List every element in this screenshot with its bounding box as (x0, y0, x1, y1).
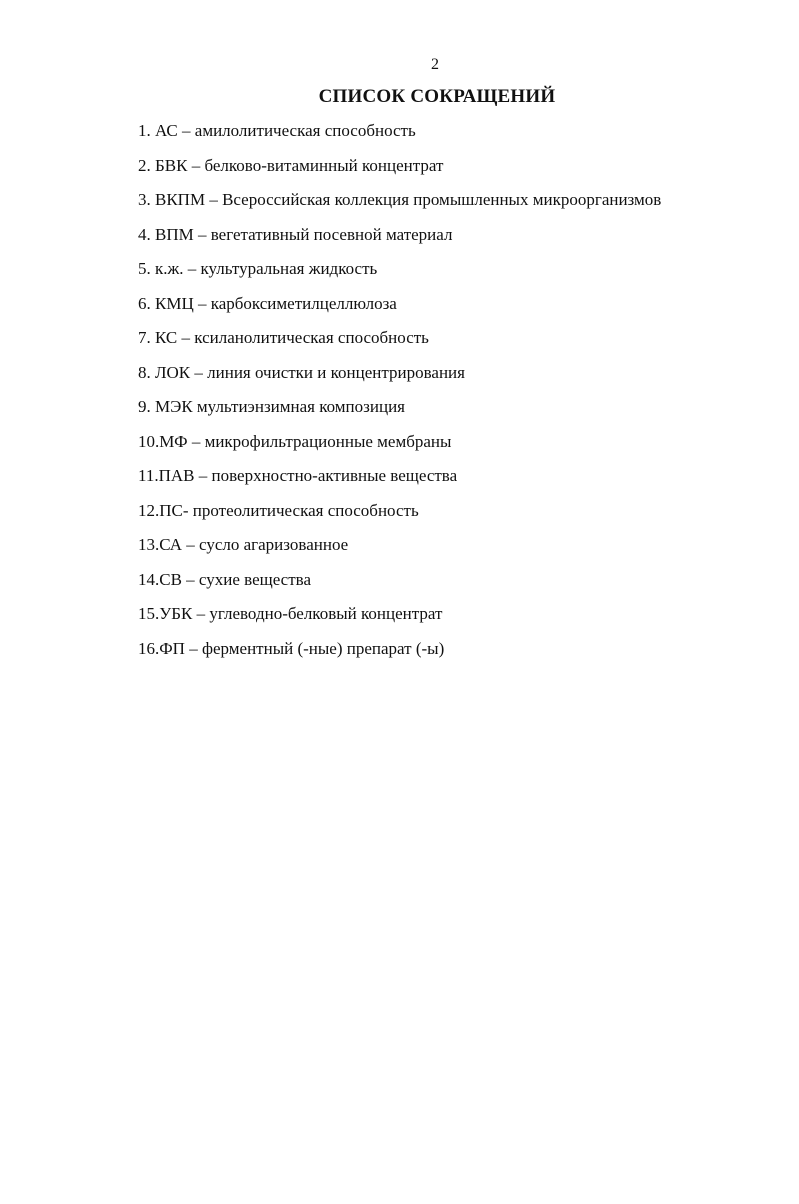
abbreviation-text: 3. ВКПМ – Всероссийская коллекция промышленных микроорганизмов (138, 190, 662, 209)
list-item (138, 152, 661, 187)
list-item (138, 497, 661, 532)
abbreviation-text: 6. КМЦ – карбоксиметилцеллюлоза (138, 293, 397, 313)
list-item (138, 324, 661, 359)
list-item (138, 221, 661, 256)
abbreviation-text: 15.УБК – углеводно-белковый концентрат (138, 604, 443, 623)
list-item (138, 186, 661, 221)
page-number: 2 (431, 56, 439, 73)
abbreviation-text: 2. БВК – белково-витаминный концентрат (138, 155, 444, 175)
list-item (138, 566, 661, 601)
abbreviation-text: 8. ЛОК – линия очистки и концентрирования (138, 362, 465, 382)
abbreviation-text: 16.ФП – ферментный (-ные) препарат (-ы) (138, 638, 445, 658)
list-item (138, 600, 661, 635)
list-item (138, 531, 661, 566)
abbreviation-text: 5. к.ж. – культуральная жидкость (138, 259, 378, 278)
abbreviation-text: 9. МЭК мультиэнзимная композиция (138, 397, 405, 416)
list-item (138, 393, 661, 428)
list-item (138, 255, 661, 290)
abbreviation-text: 11.ПАВ – поверхностно-активные вещества (138, 466, 458, 485)
abbreviation-text: 14.СВ – сухие вещества (138, 569, 311, 589)
abbreviation-text: 4. ВПМ – вегетативный посевной материал (138, 224, 453, 244)
list-item (138, 635, 661, 670)
abbreviation-text: 13.СА – сусло агаризованное (138, 535, 349, 554)
abbreviation-text: 1. АС – амилолитическая способность (138, 121, 416, 140)
abbreviation-text: 12.ПС- протеолитическая способность (138, 500, 419, 520)
list-item (138, 359, 661, 394)
page-title: СПИСОК СОКРАЩЕНИЙ (318, 86, 556, 107)
abbreviation-text: 10.МФ – микрофильтрационные мембраны (138, 431, 452, 451)
abbreviation-text: 7. КС – ксиланолитическая способность (138, 328, 429, 347)
list-item (138, 462, 661, 497)
list-item (138, 290, 661, 325)
list-item (138, 428, 661, 463)
list-item (138, 117, 661, 152)
abbreviation-list (138, 117, 661, 669)
